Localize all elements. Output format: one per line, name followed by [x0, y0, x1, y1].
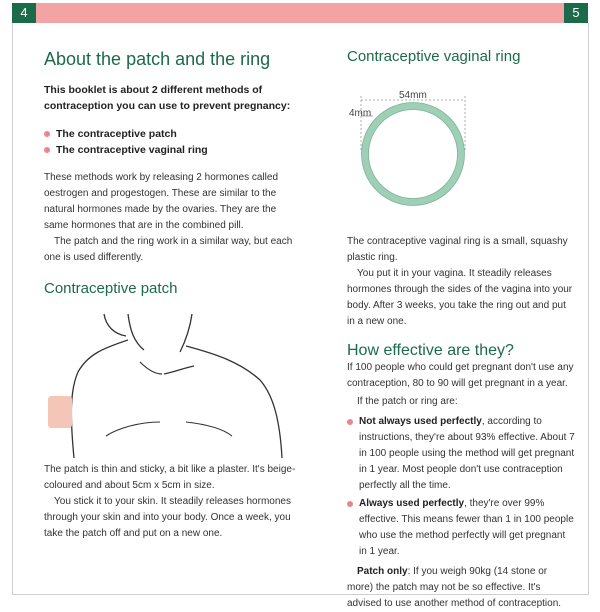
effectiveness-list — [347, 414, 575, 560]
ring-thickness-label: 4mm — [349, 108, 372, 119]
ring-width-label: 54mm — [399, 90, 427, 101]
patch-description: The patch is thin and sticky, a bit like a plaster. It's beige-coloured and about 5cm x 5cm in size. — [44, 464, 296, 491]
patch-swatch — [48, 396, 72, 428]
top-color-bar — [12, 3, 588, 23]
effectiveness-heading: How effective are they? — [347, 342, 514, 359]
effectiveness-intro: If 100 people who could get pregnant don't use any contraception, 80 to 90 will get pregnant in a year. — [347, 362, 574, 389]
right-page-column — [347, 48, 575, 612]
list-item: Not always used perfectly, according to instructions, they're about 93% effective. About 7 in 100 people using the method will get pregnant in 1 year. Most people don't use contraception perfectly all the time. — [347, 414, 575, 494]
list-item: Always used perfectly, they're over 99% effective. This means fewer than 1 in 100 people who use the method perfectly will get pregnant in 1 year. — [347, 496, 575, 560]
patch-text-block — [44, 462, 302, 542]
hormones-paragraph: These methods work by releasing 2 hormones called oestrogen and progestogen. These are similar to the natural hormones made by the ovaries. They are the same hormones that are in the combined pill. — [44, 172, 279, 231]
similar-way-paragraph: The patch and the ring work in a similar way, but each one is used differently. — [44, 236, 293, 263]
vaginal-ring-diagram — [347, 72, 575, 222]
left-page-column — [44, 48, 302, 298]
bullet-icon — [347, 419, 353, 425]
list-item: The contraceptive patch — [44, 126, 302, 142]
page-number-left: 4 — [12, 3, 36, 23]
methods-list — [44, 126, 302, 158]
ring-heading: Contraceptive vaginal ring — [347, 48, 521, 65]
patch-only-note: Patch only: If you weigh 90kg (14 stone or more) the patch may not be so effective. It's advised to use another method of contraception. — [347, 566, 562, 609]
woman-shoulder-with-patch-illustration — [44, 312, 284, 460]
ring-instructions: You put it in your vagina. It steadily releases hormones through the sides of the vagina into your body. After 3 weeks, you take the ring out and put in a new one. — [347, 268, 573, 327]
bullet-icon — [44, 131, 50, 137]
list-item: The contraceptive vaginal ring — [44, 142, 302, 158]
patch-instructions: You stick it to your skin. It steadily releases hormones through your skin and into your body. Once a week, you take the patch off and put on a new one. — [44, 496, 291, 539]
effectiveness-lead: If the patch or ring are: — [357, 396, 458, 407]
patch-heading: Contraceptive patch — [44, 280, 178, 297]
bullet-icon — [347, 501, 353, 507]
intro-text: This booklet is about 2 different methods of contraception you can use to prevent pregnancy: — [44, 84, 291, 112]
page-title: About the patch and the ring — [44, 49, 271, 69]
ring-description: The contraceptive vaginal ring is a small, squashy plastic ring. — [347, 236, 568, 263]
bullet-icon — [44, 147, 50, 153]
page-number-right: 5 — [564, 3, 588, 23]
